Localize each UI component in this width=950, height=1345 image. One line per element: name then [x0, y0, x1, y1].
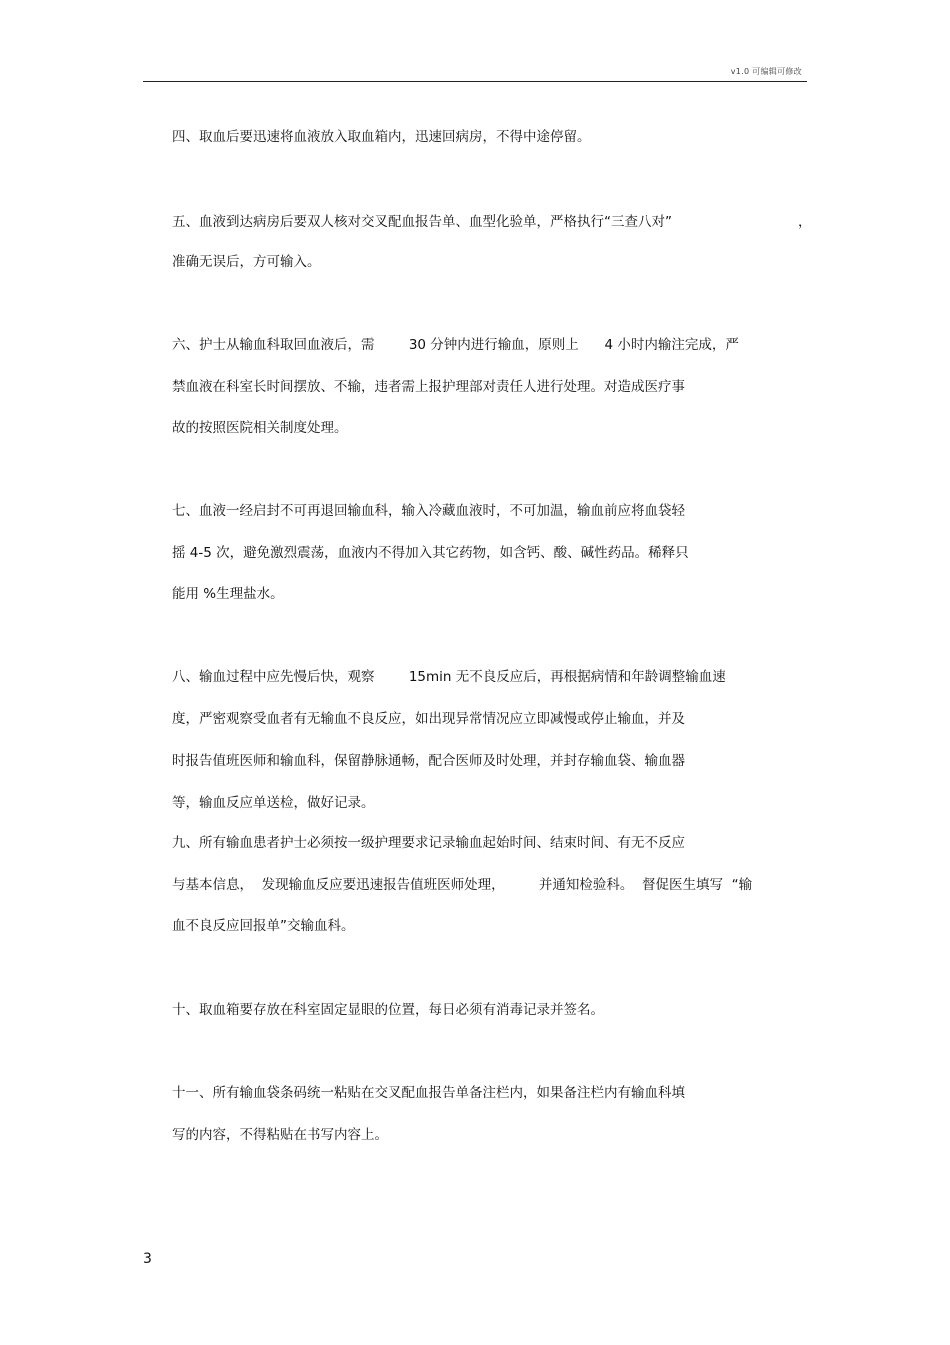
paragraph-6-line-3: 故的按照医院相关制度处理。: [172, 420, 348, 436]
paragraph-7-line-1: 七、血液一经启封不可再退回输血科，输入冷藏血液时，不可加温，输血前应将血袋轻: [172, 503, 685, 519]
paragraph-4-line-1: 四、取血后要迅速将血液放入取血箱内，迅速回病房，不得中途停留。: [172, 129, 591, 145]
paragraph-11-line-1: 十一、所有输血袋条码统一粘贴在交叉配血报告单备注栏内，如果备注栏内有输血科填: [172, 1085, 685, 1101]
paragraph-5-line-1: 五、血液到达病房后要双人核对交叉配血报告单、血型化验单，严格执行“三查八对”: [172, 214, 672, 230]
paragraph-5-line-2: 准确无误后，方可输入。: [172, 254, 321, 270]
paragraph-7-line-2: 摇 4-5 次，避免激烈震荡，血液内不得加入其它药物，如含钙、酸、碱性药品。稀释只: [172, 545, 689, 561]
paragraph-9-line-3: 血不良反应回报单”交输血科。: [172, 918, 355, 934]
paragraph-8-line-3: 时报告值班医师和输血科，保留静脉通畅，配合医师及时处理，并封存输血袋、输血器: [172, 753, 685, 769]
page-number: 3: [143, 1251, 152, 1267]
paragraph-7-line-3: 能用 %生理盐水。: [172, 586, 284, 602]
paragraph-5-stray-comma: ，: [798, 214, 812, 230]
header-rule: [143, 81, 807, 82]
paragraph-10-line-1: 十、取血箱要存放在科室固定显眼的位置，每日必须有消毒记录并签名。: [172, 1002, 604, 1018]
paragraph-6-line-2: 禁血液在科室长时间摆放、不输，违者需上报护理部对责任人进行处理。对造成医疗事: [172, 379, 685, 395]
paragraph-9-line-2: 与基本信息， 发现输血反应要迅速报告值班医师处理， 并通知检验科。 督促医生填写 “输: [172, 877, 753, 893]
paragraph-6-line-1: 六、护士从输血科取回血液后，需 30 分钟内进行输血，原则上 4 小时内输注完成，严: [172, 337, 739, 353]
paragraph-8-line-4: 等，输血反应单送检，做好记录。: [172, 795, 375, 811]
paragraph-11-line-2: 写的内容，不得粘贴在书写内容上。: [172, 1127, 388, 1143]
paragraph-9-line-1: 九、所有输血患者护士必须按一级护理要求记录输血起始时间、结束时间、有无不反应: [172, 835, 685, 851]
paragraph-8-line-2: 度，严密观察受血者有无输血不良反应，如出现异常情况应立即减慢或停止输血，并及: [172, 711, 685, 727]
paragraph-8-line-1: 八、输血过程中应先慢后快，观察 15min 无不良反应后，再根据病情和年龄调整输血速: [172, 669, 726, 685]
header-version-note: v1.0 可编辑可修改: [730, 67, 802, 76]
